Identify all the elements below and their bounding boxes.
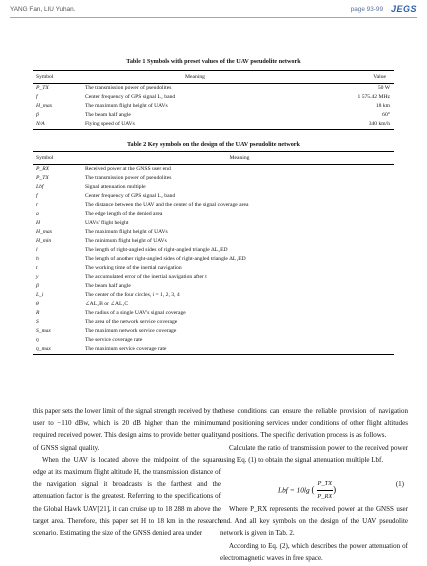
symbol-cell: t — [36, 265, 38, 271]
meaning-cell: The length of another right-angled sides of right-angled triangle ΔL₁ED — [85, 256, 246, 262]
table-row — [33, 183, 394, 192]
symbol-cell: η — [36, 337, 39, 343]
right-paragraph-4: According to Eq. (2), which describes the power attenuation of electromagnetic waves in free space. — [220, 541, 408, 562]
meaning-cell: The distance between the UAV and the center of the signal coverage area — [85, 202, 249, 208]
table1 — [33, 70, 394, 130]
meaning-cell: The maximum flight height of UAVs — [85, 103, 168, 109]
symbol-cell: H_min — [36, 238, 52, 244]
meaning-cell: The transmission power of pseudolites — [85, 175, 172, 181]
meaning-cell: The radius of a single UAV's signal coverage — [85, 310, 186, 316]
meaning-cell: The service coverage rate — [85, 337, 143, 343]
symbol-cell: η_max — [36, 346, 51, 352]
table-row — [33, 345, 394, 355]
table2-caption: Table 2 Key symbols on the design of the UAV pseudolite network — [127, 141, 300, 148]
meaning-cell: The maximum flight height of UAVs — [85, 229, 168, 235]
symbol-cell: l — [36, 247, 38, 253]
value-cell: 18 km — [375, 103, 390, 109]
table-row — [33, 291, 394, 300]
symbol-cell: y — [36, 274, 39, 280]
equation-lhs: Lbf = 10lg — [278, 485, 310, 495]
table1-col-value: Value — [373, 73, 386, 80]
table1-col-meaning: Meaning — [185, 73, 205, 80]
table-row — [33, 201, 394, 210]
symbol-cell: P_RX — [36, 166, 50, 172]
page-header — [0, 0, 427, 22]
table2 — [33, 151, 394, 355]
table-row — [33, 309, 394, 318]
table-row — [33, 210, 394, 219]
journal-logo: JEGS — [390, 4, 417, 14]
meaning-cell: The beam half angle — [85, 112, 131, 118]
table-row — [33, 246, 394, 255]
table-row — [33, 282, 394, 291]
meaning-cell: The area of the network service coverage — [85, 319, 178, 325]
table-row — [33, 336, 394, 345]
meaning-cell: Center frequency of GPS signal L₁ band — [85, 193, 176, 199]
meaning-cell: Signal attenuation multiple — [85, 184, 146, 190]
meaning-cell: The minimum flight height of UAVs — [85, 238, 167, 244]
table-row — [33, 111, 394, 120]
table-row — [33, 120, 394, 130]
table-row — [33, 219, 394, 228]
meaning-cell: The maximum network service coverage — [85, 328, 177, 334]
table-row — [33, 174, 394, 183]
right-paragraph-3: Where P_RX represents the received power at the GNSS user end. And all key symbols on the design of the UAV pseudolite network is given in Tab. 2. — [220, 505, 408, 538]
symbol-cell: N/A — [36, 121, 45, 127]
symbol-cell: θ — [36, 301, 39, 307]
table-row — [33, 165, 394, 175]
equation-body: Lbf = 10lg ( $\frac{P\_TX}{P\_RX}$ ) — [278, 478, 336, 503]
equation-number: (1) — [395, 480, 404, 489]
equation-numerator: P_TX — [317, 478, 334, 491]
table-row — [33, 255, 394, 264]
meaning-cell: The transmission power of pseudolites — [85, 85, 172, 91]
meaning-cell: The edge length of the denied area — [85, 211, 163, 217]
symbol-cell: f — [36, 94, 38, 100]
table-row — [33, 237, 394, 246]
symbol-cell: H — [36, 220, 41, 226]
table-row — [33, 300, 394, 309]
symbol-cell: S_max — [36, 328, 51, 334]
table-row — [33, 327, 394, 336]
meaning-cell: ∠AL₁B or ∠AL₁C — [85, 301, 129, 307]
table2-col-meaning: Meaning — [229, 154, 250, 161]
meaning-cell: The accumulated error of the inertial navigation after t — [85, 274, 207, 280]
left-paragraph-2: When the UAV is located above the midpoint of the square edge at its maximum flight altitude H, the transmission distance of the navigation signal it broadcasts is the farthest and the attenuation factor is the greatest. Referring to the specifications of the Global Hawk UAV[21], it can cruise up to 18 288 m above the target area. Therefore, this paper set H to 18 km in the research scenario. Estimating the size of the GNSS denied area under — [33, 455, 221, 538]
table-row — [33, 318, 394, 327]
table-row — [33, 273, 394, 282]
value-cell: 1 575.42 MHz — [357, 94, 390, 100]
table1-caption: Table 1 Symbols with preset values of the UAV pseudolite network — [126, 58, 301, 65]
value-cell: 60° — [382, 112, 390, 118]
table2-header-row — [33, 152, 394, 165]
meaning-cell: Received power at the GNSS user end — [85, 166, 171, 172]
symbol-cell: H_max — [36, 229, 53, 235]
table-row — [33, 93, 394, 102]
meaning-cell: The length of right-angled sides of right-angled triangle ΔL₁ED — [85, 247, 228, 253]
symbol-cell: a — [36, 211, 39, 217]
meaning-cell: UAVs' flight height — [85, 220, 129, 226]
table-row — [33, 228, 394, 237]
meaning-cell: The maximum service coverage rate — [85, 346, 167, 352]
table1-header-row — [33, 71, 394, 84]
table2-col-symbol: Symbol — [36, 154, 54, 161]
table-row — [33, 264, 394, 273]
symbol-cell: P_TX — [36, 175, 49, 181]
table-row — [33, 84, 394, 94]
table-row — [33, 192, 394, 201]
symbol-cell: R — [36, 310, 40, 316]
page-range: page 93-99 — [350, 6, 383, 13]
meaning-cell: The working time of the inertial navigation — [85, 265, 182, 271]
symbol-cell: h — [36, 256, 39, 262]
symbol-cell: β — [36, 112, 39, 118]
symbol-cell: S — [36, 319, 39, 325]
meaning-cell: The beam half angle — [85, 283, 131, 289]
equation-fraction — [317, 478, 334, 503]
symbol-cell: f — [36, 193, 38, 199]
symbol-cell: H_max — [36, 103, 53, 109]
symbol-cell: r — [36, 202, 39, 208]
symbol-cell: β — [36, 283, 39, 289]
value-cell: 50 W — [377, 85, 390, 91]
table1-col-symbol: Symbol — [36, 73, 54, 80]
value-cell: 340 km/h — [368, 121, 390, 127]
right-paragraph-2: Calculate the ratio of transmission power to the received power using Eq. (1) to obtain the signal attenuation multiple Lbf. — [220, 443, 408, 464]
meaning-cell: Center frequency of GPS signal L₁ band — [85, 94, 176, 100]
symbol-cell: L_i — [36, 292, 44, 298]
left-paragraph-1: this paper sets the lower limit of the signal strength received by the user to −110 dBw, which is 20 dB higher than the minimum required received power. This design aims to provide better quality of GNSS signal quality. — [33, 407, 221, 452]
right-column — [220, 405, 408, 564]
meaning-cell: Flying speed of UAVs — [85, 121, 135, 127]
symbol-cell: Lbf — [36, 184, 44, 190]
running-authors: YANG Fan, LIU Yuhan. — [10, 6, 76, 13]
equation-denominator: P_RX — [317, 493, 333, 501]
left-column — [33, 405, 221, 539]
symbol-cell: P_TX — [36, 85, 49, 91]
meaning-cell: The center of the four circles, i = 1, 2, 3, 4 — [85, 292, 180, 298]
header-rule — [10, 17, 417, 18]
equation-1 — [220, 470, 408, 500]
right-paragraph-1: these conditions can ensure the reliable provision of navigation and positioning services under conditions of other flight altitudes and positions. The specific derivation process is as follows. — [220, 407, 408, 440]
table-row — [33, 102, 394, 111]
